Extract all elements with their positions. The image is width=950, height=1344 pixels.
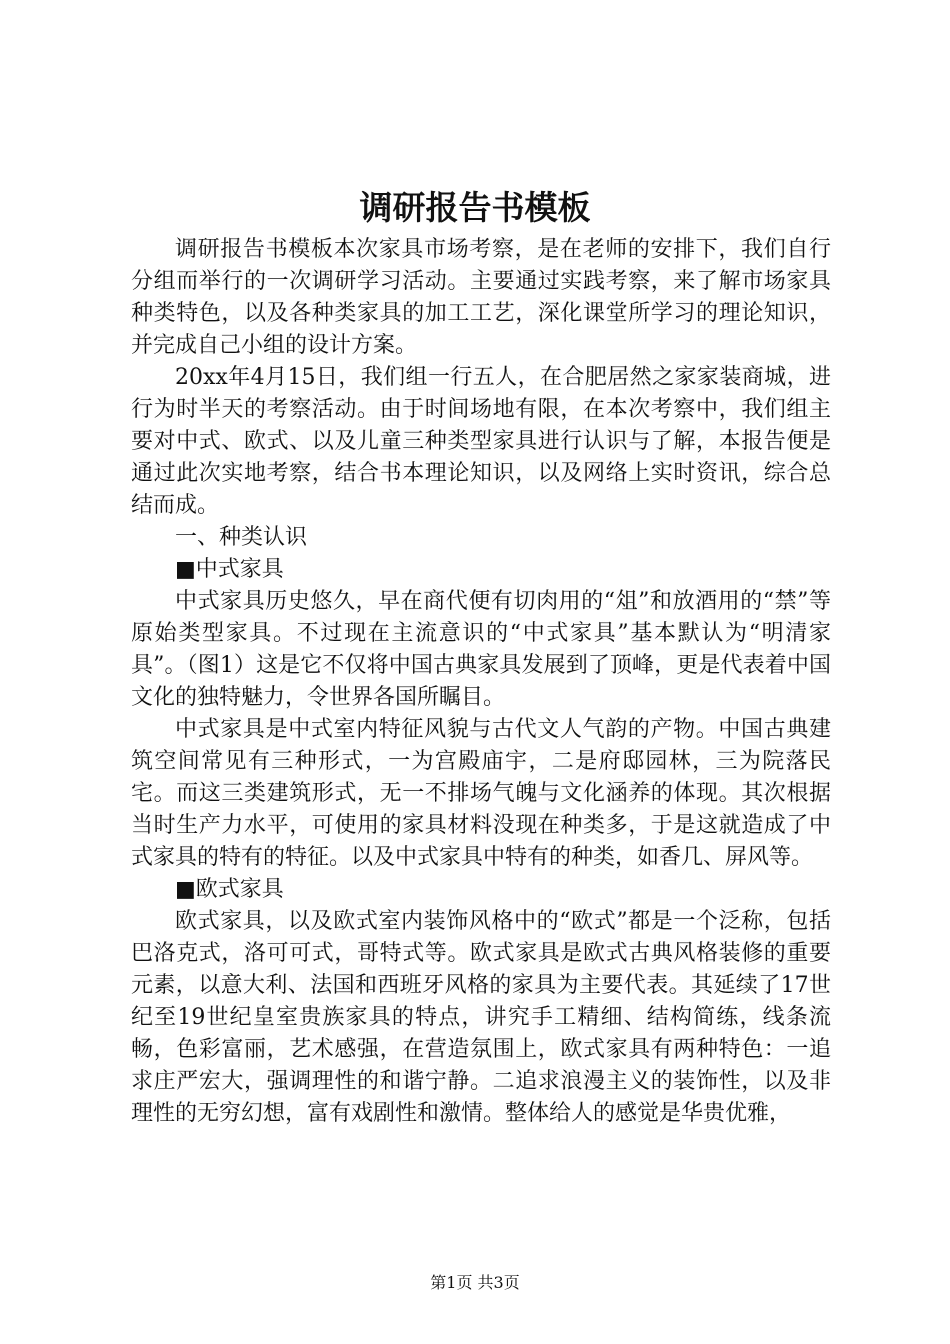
section-heading-types: 一、种类认识 [175, 525, 308, 550]
chinese-furniture-paragraph-1: 中式家具历史悠久，早在商代便有切肉用的“俎”和放酒用的“禁”等原始类型家具。不过现在主流意识的“中式家具”基本默认为“明清家具”。（图1）这是它不仅将中国古典家具发展到了顶峰，更是代表着中国文化的独特魅力，令世界各国所瞩目。 [131, 589, 831, 710]
document-title: 调研报告书模板 [359, 188, 591, 227]
european-furniture-paragraph-1: 欧式家具，以及欧式室内装饰风格中的“欧式”都是一个泛称，包括巴洛克式，洛可可式，哥特式等。欧式家具是欧式古典风格装修的重要元素，以意大利、法国和西班牙风格的家具为主要代表。其延续了17世纪至19世纪皇室贵族家具的特点，讲究手工精细、结构简练，线条流畅，色彩富丽，艺术感强，在营造氛围上，欧式家具有两种特色：一追求庄严宏大，强调理性的和谐宁静。二追求浪漫主义的装饰性，以及非理性的无穷幻想，富有戏剧性和激情。整体给人的感觉是华贵优雅， [131, 909, 831, 1126]
intro-paragraph-2: 20xx年4月15日，我们组一行五人，在合肥居然之家家装商城，进行为时半天的考察活动。由于时间场地有限，在本次考察中，我们组主要对中式、欧式、以及儿童三种类型家具进行认识与了解，本报告便是通过此次实地考察，结合书本理论知识，以及网络上实时资讯，综合总结而成。 [131, 365, 831, 518]
page-footer: 第1页 共3页 [430, 1273, 520, 1292]
subsection-heading-chinese-furniture: ■中式家具 [175, 557, 284, 582]
subsection-heading-european-furniture: ■欧式家具 [175, 877, 284, 902]
intro-paragraph-1: 调研报告书模板本次家具市场考察，是在老师的安排下，我们自行分组而举行的一次调研学习活动。主要通过实践考察，来了解市场家具种类特色，以及各种类家具的加工工艺，深化课堂所学习的理论知识，并完成自己小组的设计方案。 [131, 237, 831, 358]
chinese-furniture-paragraph-2: 中式家具是中式室内特征风貌与古代文人气韵的产物。中国古典建筑空间常见有三种形式，一为宫殿庙宇，二是府邸园林，三为院落民宅。而这三类建筑形式，无一不排场气魄与文化涵养的体现。其次根据当时生产力水平，可使用的家具材料没现在种类多，于是这就造成了中式家具的特有的特征。以及中式家具中特有的种类，如香几、屏风等。 [131, 717, 831, 870]
document-body [131, 234, 831, 1130]
